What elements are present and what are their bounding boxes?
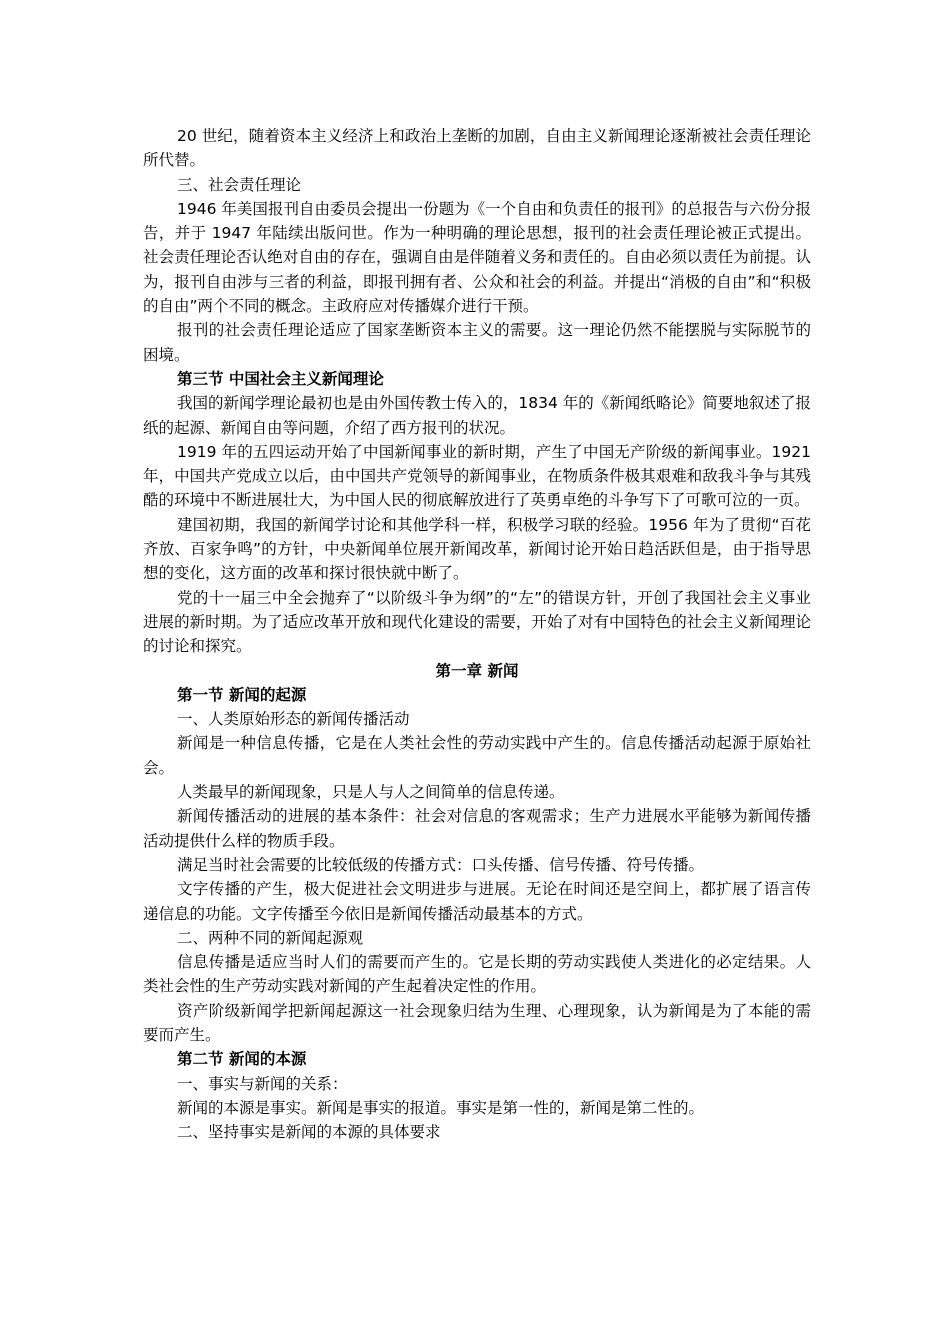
subheading: 二、坚持事实是新闻的本源的具体要求 [177,1123,441,1142]
paragraph: 我国的新闻学理论最初也是由外国传教士传入的，1834 年的《新闻纸略论》简要地叙述了报纸的起源、新闻自由等问题，介绍了西方报刊的状况。 [143,394,811,437]
paragraph: 满足当时社会需要的比较低级的传播方式：口头传播、信号传播、符号传播。 [177,855,705,874]
paragraph: 党的十一届三中全会抛弃了“以阶级斗争为纲”的“左”的错误方针，开创了我国社会主义事业进展的新时期。为了适应改革开放和现代化建设的需要，开始了对有中国特色的社会主义新闻理论的讨论和探究。 [143,588,811,656]
paragraph: 资产阶级新闻学把新闻起源这一社会现象归结为生理、心理现象，认为新闻是为了本能的需要而产生。 [143,1001,811,1044]
paragraph: 信息传播是适应当时人们的需要而产生的。它是长期的劳动实践使人类进化的必定结果。人类社会性的生产劳动实践对新闻的产生起着决定性的作用。 [143,953,811,996]
subheading: 一、人类原始形态的新闻传播活动 [177,710,410,729]
paragraph: 新闻是一种信息传播，它是在人类社会性的劳动实践中产生的。信息传播活动起源于原始社会。 [143,734,811,777]
paragraph: 新闻传播活动的进展的基本条件：社会对信息的客观需求；生产力进展水平能够为新闻传播活动提供什么样的物质手段。 [143,807,811,850]
paragraph: 报刊的社会责任理论适应了国家垄断资本主义的需要。这一理论仍然不能摆脱与实际脱节的困境。 [143,321,811,364]
paragraph: 人类最早的新闻现象，只是人与人之间简单的信息传递。 [177,783,565,802]
paragraph: 建国初期，我国的新闻学讨论和其他学科一样，积极学习联的经验。1956 年为了贯彻“百花齐放、百家争鸣”的方针，中央新闻单位展开新闻改革，新闻讨论开始日趋活跃但是，由于指导思想的变化，这方面的改革和探讨很快就中断了。 [143,515,811,583]
document-page [143,124,811,1144]
section-heading: 第二节 新闻的本源 [177,1050,307,1069]
paragraph: 1946 年美国报刊自由委员会提出一份题为《一个自由和负责任的报刊》的总报告与六份分报告，并于 1947 年陆续出版问世。作为一种明确的理论思想，报刊的社会责任理论被正式提出。社会责任理论否认绝对自由的存在，强调自由是伴随着义务和责任的。自由必须以责任为前提。认为，报刊自由涉与三者的利益，即报刊拥有者、公众和社会的利益。并提出“消极的自由”和“积极的自由”两个不同的概念。主政府应对传播媒介进行干预。 [143,199,811,316]
paragraph: 新闻的本源是事实。新闻是事实的报道。事实是第一性的，新闻是第二性的。 [177,1098,705,1117]
subheading: 一、事实与新闻的关系： [177,1074,348,1093]
subheading: 二、两种不同的新闻起源观 [177,928,364,947]
chapter-heading: 第一章 新闻 [435,661,519,680]
paragraph: 1919 年的五四运动开始了中国新闻事业的新时期，产生了中国无产阶级的新闻事业。1921 年，中国共产党成立以后，由中国共产党领导的新闻事业，在物质条件极其艰难和敌我斗争与其残酷的环境中不断进展壮大，为中国人民的彻底解放进行了英勇卓绝的斗争写下了可歌可泣的一页。 [143,442,811,510]
section-heading: 第三节 中国社会主义新闻理论 [177,369,384,388]
section-heading: 第一节 新闻的起源 [177,685,307,704]
paragraph: 20 世纪，随着资本主义经济上和政治上垄断的加剧，自由主义新闻理论逐渐被社会责任理论所代替。 [143,127,811,170]
paragraph: 文字传播的产生，极大促进社会文明进步与进展。无论在时间还是空间上，都扩展了语言传递信息的功能。文字传播至今依旧是新闻传播活动最基本的方式。 [143,880,811,923]
subheading-social-responsibility: 三、社会责任理论 [177,175,302,194]
